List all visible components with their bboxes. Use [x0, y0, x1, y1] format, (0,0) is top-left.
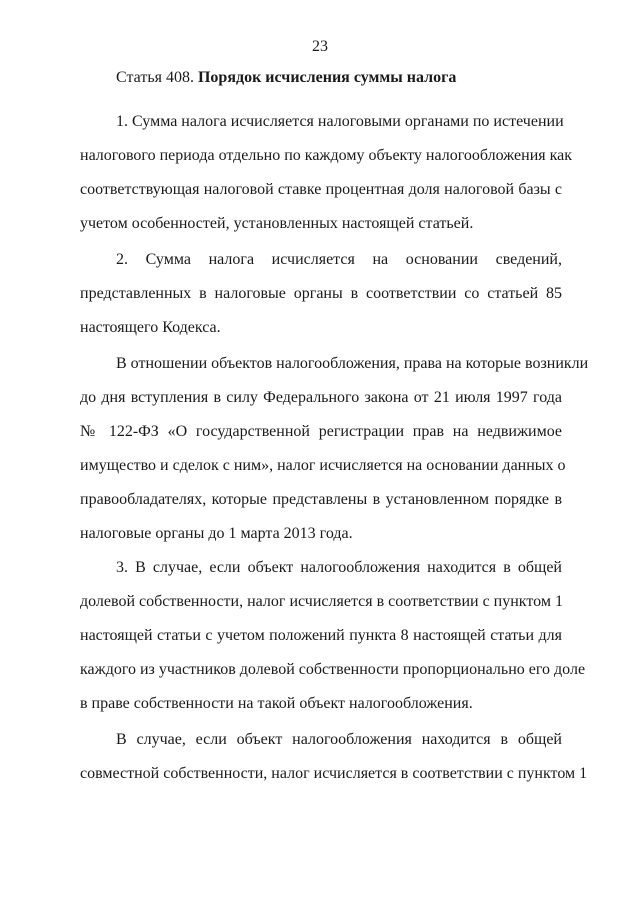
text-line: настоящей статьи с учетом положений пункта 8 настоящей статьи для	[80, 627, 562, 644]
article-title: Порядок исчисления суммы налога	[197, 69, 457, 86]
page-number: 23	[312, 38, 328, 55]
text-line: № 122-ФЗ «О государственной регистрации прав на недвижимое	[80, 423, 562, 440]
article-number: Статья 408.	[116, 69, 198, 86]
text-line: налогового периода отдельно по каждому объекту налогообложения как	[80, 147, 573, 164]
text-line: имущество и сделок с ним», налог исчисляется на основании данных о	[80, 457, 566, 474]
text-line: 3. В случае, если объект налогообложения находится в общей	[116, 559, 562, 576]
text-line: 1. Сумма налога исчисляется налоговыми органами по истечении	[116, 113, 564, 130]
article-heading	[116, 68, 562, 88]
text-line: совместной собственности, налог исчисляется в соответствии с пунктом 1	[80, 765, 588, 782]
text-line: налоговые органы до 1 марта 2013 года.	[80, 525, 353, 542]
text-line: настоящего Кодекса.	[80, 319, 221, 336]
text-line: соответствующая налоговой ставке процентная доля налоговой базы с	[80, 181, 562, 198]
text-line: правообладателях, которые представлены в установленном порядке в	[80, 491, 562, 508]
text-line: В случае, если объект налогообложения находится в общей	[116, 731, 562, 748]
text-line: в праве собственности на такой объект налогообложения.	[80, 695, 473, 712]
text-line: представленных в налоговые органы в соответствии со статьей 85	[80, 285, 562, 302]
text-line: 2. Сумма налога исчисляется на основании сведений,	[116, 251, 562, 268]
text-line: каждого из участников долевой собственности пропорционально его доле	[80, 661, 586, 678]
text-line: до дня вступления в силу Федерального закона от 21 июля 1997 года	[80, 389, 562, 406]
text-line: учетом особенностей, установленных настоящей статьей.	[80, 215, 474, 232]
text-line: В отношении объектов налогообложения, права на которые возникли	[116, 355, 589, 372]
text-line: долевой собственности, налог исчисляется в соответствии с пунктом 1	[80, 593, 563, 610]
